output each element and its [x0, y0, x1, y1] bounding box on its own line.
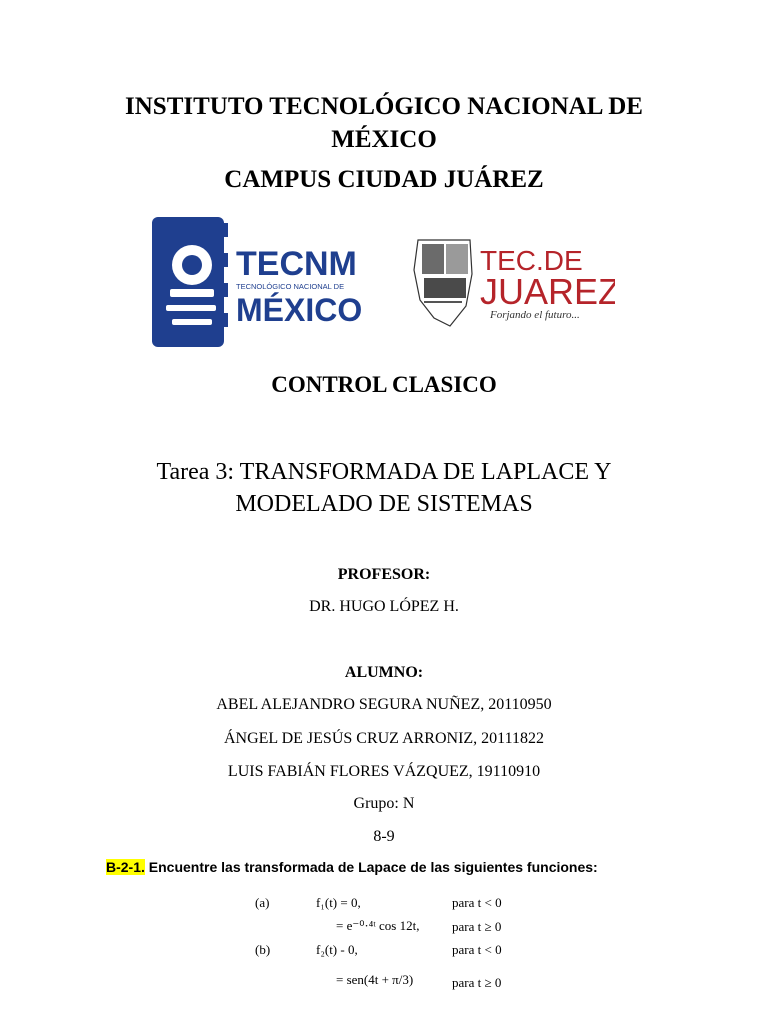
- eq-a2-cond: para t ≥ 0: [452, 919, 502, 934]
- eq-b-label: (b): [255, 942, 271, 957]
- task-line-1: Tarea 3: TRANSFORMADA DE LAPLACE Y: [156, 459, 612, 485]
- tecnm-logo-text: TECNM: [236, 245, 357, 283]
- eq-b2-rhs: = sen(4t + π/3): [336, 972, 414, 987]
- eq-a2-rhs: = e⁻⁰·⁴ᵗ cos 12t,: [336, 918, 420, 933]
- course-title: CONTROL CLASICO: [271, 372, 497, 397]
- tecnm-logo-mexico: MÉXICO: [236, 292, 363, 328]
- student-1: ABEL ALEJANDRO SEGURA NUÑEZ, 20110950: [216, 696, 552, 713]
- task-line-2: MODELADO DE SISTEMAS: [235, 491, 533, 517]
- student-2: ÁNGEL DE JESÚS CRUZ ARRONIZ, 20111822: [223, 730, 544, 747]
- problem-number: B-2-1.: [106, 859, 145, 875]
- eq-b1-lhs: f₂(t) - 0,: [316, 942, 358, 957]
- juarez-logo-line2: JUAREZ: [480, 271, 615, 312]
- eq-a1-lhs: f₁(t) = 0,: [316, 895, 361, 910]
- tecnm-logo-subtext: TECNOLÓGICO NACIONAL DE: [236, 282, 345, 291]
- problem-text: Encuentre las transformada de Lapace de las siguientes funciones:: [148, 859, 598, 875]
- eq-b1-cond: para t < 0: [452, 942, 502, 957]
- students-label: ALUMNO:: [344, 664, 424, 681]
- institute-line-2: MÉXICO: [331, 126, 437, 153]
- eq-a1-cond: para t < 0: [452, 895, 502, 910]
- campus-title: CAMPUS CIUDAD JUÁREZ: [224, 166, 544, 193]
- eq-b2-cond: para t ≥ 0: [452, 975, 502, 990]
- professor-label: PROFESOR:: [337, 566, 431, 583]
- juarez-shield-icon: [414, 240, 472, 326]
- institute-line-1: INSTITUTO TECNOLÓGICO NACIONAL DE: [125, 93, 643, 120]
- task-title: [0, 456, 768, 520]
- group-label: Grupo: N: [353, 795, 415, 812]
- institute-title: [0, 90, 768, 156]
- schedule-label: 8-9: [373, 828, 395, 845]
- student-3: LUIS FABIÁN FLORES VÁZQUEZ, 19110910: [227, 763, 541, 780]
- problem-statement: [106, 859, 598, 875]
- professor-name: DR. HUGO LÓPEZ H.: [309, 598, 459, 615]
- tec-juarez-logo: [410, 234, 615, 330]
- juarez-logo-line1: TEC.DE: [480, 245, 583, 276]
- tecnm-logo: [152, 213, 367, 351]
- eq-a-label: (a): [255, 895, 270, 910]
- juarez-logo-slogan: Forjando el futuro...: [490, 309, 580, 321]
